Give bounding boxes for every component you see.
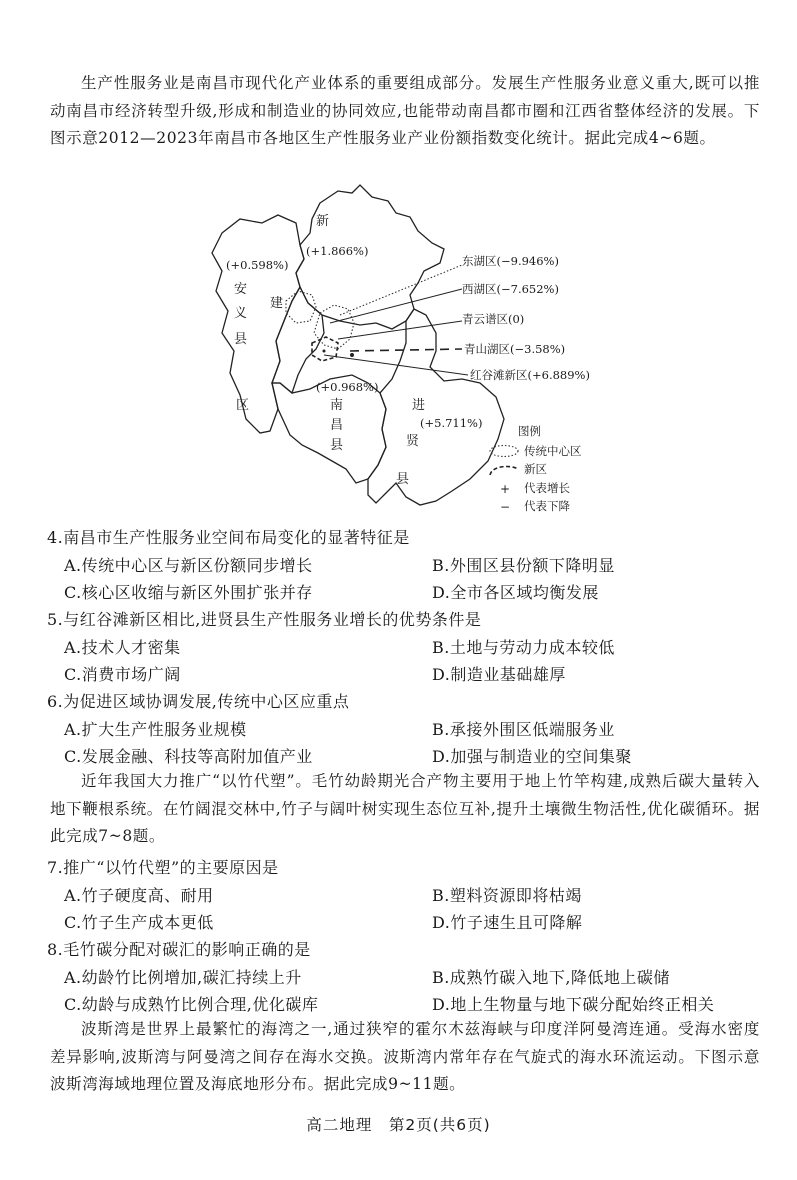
label-jinxian-value: (+5.711%) (420, 416, 483, 430)
traditional-center-area-west (286, 291, 316, 323)
legend-minus-symbol: − (500, 500, 511, 514)
leader-honggutan (324, 355, 468, 375)
question-4-option-c[interactable]: C.核心区收缩与新区外围扩张并存 (64, 583, 313, 602)
question-7-stem: 7.推广“以竹代塑”的主要原因是 (47, 858, 279, 877)
callout-qingyunpu: 青云谱区(0) (462, 312, 525, 326)
question-7-option-d[interactable]: D.竹子速生且可降解 (432, 913, 583, 932)
question-8-stem: 8.毛竹碳分配对碳汇的影响正确的是 (47, 940, 311, 959)
question-6-option-a[interactable]: A.扩大生产性服务业规模 (64, 720, 247, 739)
question-6-stem: 6.为促进区域协调发展,传统中心区应重点 (47, 692, 350, 711)
label-qu: 区 (236, 398, 250, 413)
callout-qingshanhu: 青山湖区(−3.58%) (464, 342, 566, 356)
label-nan: 南 (330, 398, 344, 413)
label-nanchang-value: (+0.968%) (316, 380, 379, 394)
nanchang-map-figure (200, 183, 610, 515)
question-5-option-b[interactable]: B.土地与劳动力成本较低 (432, 638, 615, 657)
page-footer: 高二地理 第2页(共6页) (306, 1116, 491, 1134)
question-6-option-d[interactable]: D.加强与制造业的空间集聚 (432, 747, 632, 766)
label-jian: 建 (270, 296, 284, 311)
label-an: 安 (234, 282, 248, 297)
leader-qingshanhu (350, 349, 462, 351)
question-8-option-d[interactable]: D.地上生物量与地下碳分配始终正相关 (432, 995, 715, 1014)
question-8-option-b[interactable]: B.成熟竹碳入地下,降低地上碳储 (432, 968, 670, 987)
question-7-option-a[interactable]: A.竹子硬度高、耐用 (64, 886, 214, 905)
callout-honggutan: 红谷滩新区(+6.889%) (470, 368, 590, 382)
legend-newarea: 新区 (524, 462, 547, 476)
question-5-stem: 5.与红谷滩新区相比,进贤县生产性服务业增长的优势条件是 (47, 610, 482, 629)
anyi-county-boundary (212, 215, 304, 433)
question-6-option-b[interactable]: B.承接外围区低端服务业 (432, 720, 615, 739)
nanchang-map-svg (200, 183, 610, 515)
question-7-option-b[interactable]: B.塑料资源即将枯竭 (432, 886, 582, 905)
question-5-option-c[interactable]: C.消费市场广阔 (64, 665, 181, 684)
legend-plus: 代表增长 (524, 481, 570, 495)
label-yi: 义 (234, 306, 248, 321)
lake-dot (323, 350, 326, 353)
question-8-option-c[interactable]: C.幼龄与成熟竹比例合理,优化碳库 (64, 995, 319, 1014)
leader-xihu (330, 289, 462, 323)
jinxian-county-boundary (368, 309, 504, 505)
label-xian-anyi: 县 (234, 332, 248, 347)
callout-donghu: 东湖区(−9.946%) (462, 254, 559, 268)
label-xinjian-value: (+1.866%) (306, 244, 369, 258)
question-7-option-c[interactable]: C.竹子生产成本更低 (64, 913, 214, 932)
question-8-option-a[interactable]: A.幼龄竹比例增加,碳汇持续上升 (64, 968, 302, 987)
legend-traditional: 传统中心区 (524, 444, 582, 458)
legend-minus: 代表下降 (524, 499, 570, 513)
label-xian-jinxian: 贤 (406, 434, 420, 449)
intro-paragraph-productive-services: 生产性服务业是南昌市现代化产业体系的重要组成部分。发展生产性服务业意义重大,既可以推动南昌市经济转型升级,形成和制造业的协同效应,也能带动南昌都市圈和江西省整体经济的发展。下图示意2012—2023年南昌市各地区生产性服务业产业份额指数变化统计。据此完成4~6题。 (50, 74, 760, 147)
leader-donghu (340, 265, 462, 315)
legend-title: 图例 (518, 424, 541, 438)
question-5-option-a[interactable]: A.技术人才密集 (64, 638, 181, 657)
lake-dot (350, 353, 354, 357)
question-5-option-d[interactable]: D.制造业基础雄厚 (432, 665, 566, 684)
legend-newarea-symbol (490, 467, 518, 475)
question-4-stem: 4.南昌市生产性服务业空间布局变化的显著特征是 (47, 528, 410, 547)
question-4-option-d[interactable]: D.全市各区域均衡发展 (432, 583, 599, 602)
question-4-option-a[interactable]: A.传统中心区与新区份额同步增长 (64, 556, 313, 575)
label-chang: 昌 (330, 418, 344, 433)
label-anyi-value: (+0.598%) (226, 258, 289, 272)
legend-plus-symbol: + (500, 482, 511, 496)
question-6-option-c[interactable]: C.发展金融、科技等高附加值产业 (64, 747, 313, 766)
label-xian-nanchang: 县 (330, 438, 344, 453)
intro-paragraph-persian-gulf: 波斯湾是世界上最繁忙的海湾之一,通过狭窄的霍尔木兹海峡与印度洋阿曼湾连通。受海水密度差异影响,波斯湾与阿曼湾之间存在海水交换。波斯湾内常年存在气旋式的海水环流运动。下图示意波斯湾海域地理位置及海底地形分布。据此完成9~11题。 (50, 1020, 760, 1093)
callout-xihu: 西湖区(−7.652%) (462, 282, 559, 296)
label-xian-jinxian-2: 县 (396, 472, 410, 487)
question-4-option-b[interactable]: B.外围区县份额下降明显 (432, 556, 615, 575)
label-xin: 新 (316, 214, 330, 229)
intro-paragraph-bamboo: 近年我国大力推广“以竹代塑”。毛竹幼龄期光合产物主要用于地上竹竿构建,成熟后碳大量转入地下鞭根系统。在竹阔混交林中,竹子与阔叶树实现生态位互补,提升土壤微生物活性,优化碳循环。据此完成7~8题。 (50, 772, 760, 845)
label-jin: 进 (412, 398, 426, 413)
